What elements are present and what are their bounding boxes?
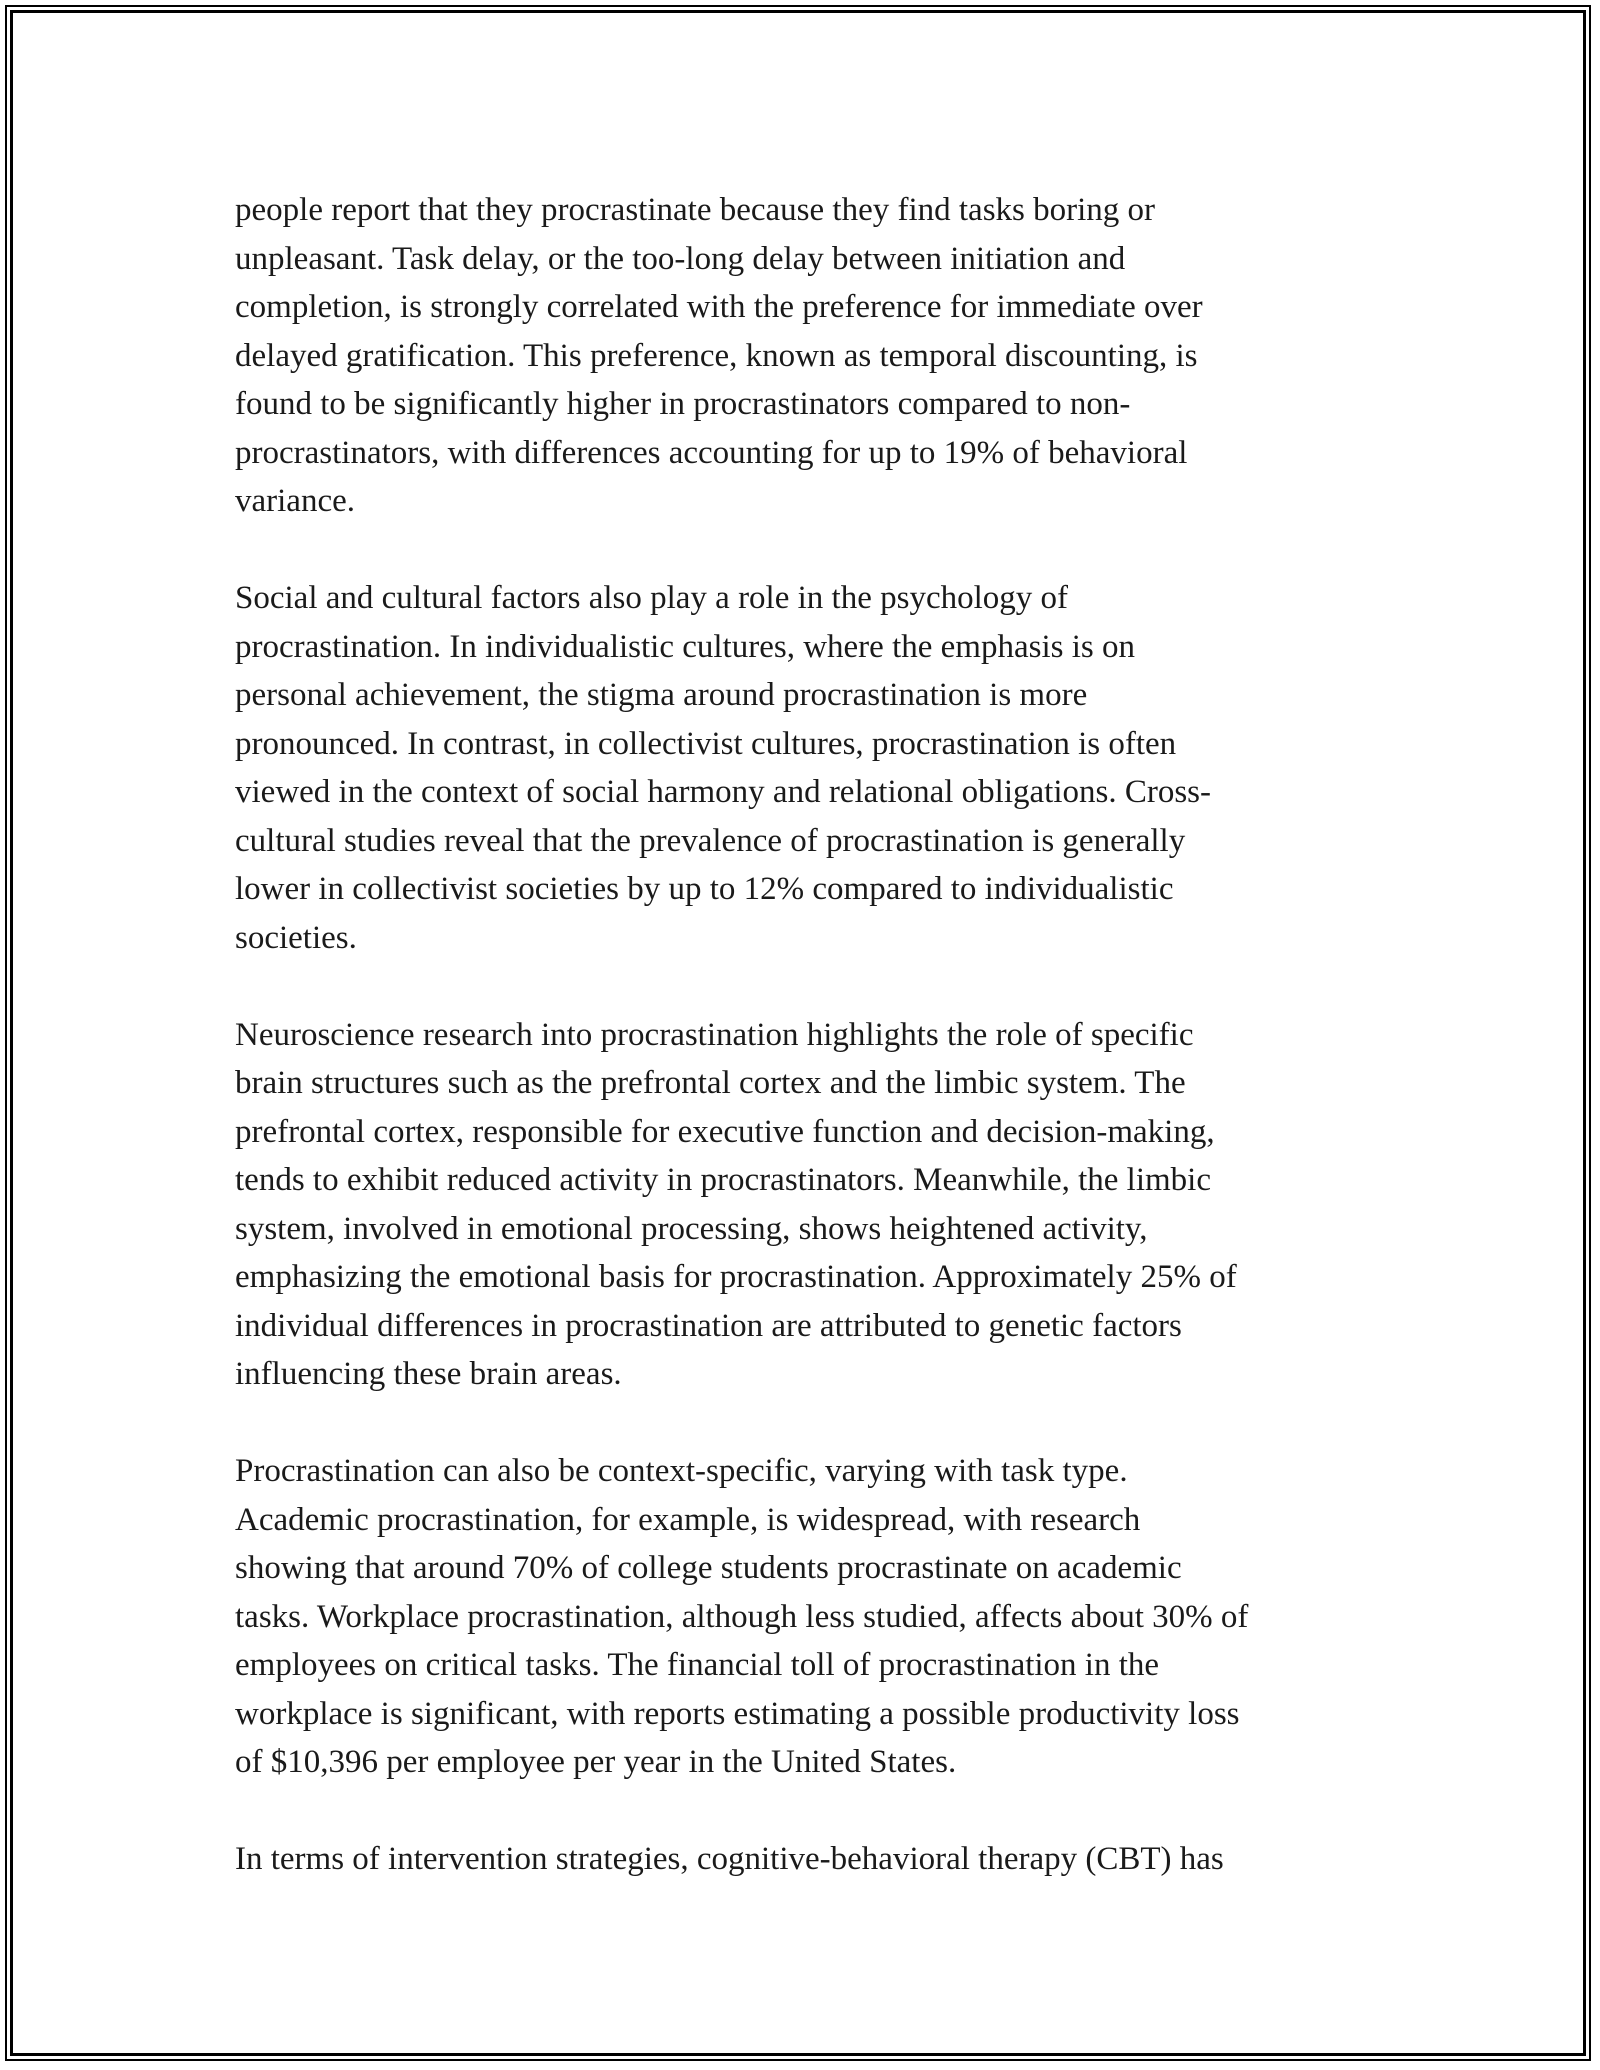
paragraph-neuroscience: Neuroscience research into procrastination highlights the role of specific brain structures such as the prefrontal cortex and the limbic system. The prefrontal cortex, responsible for executive function and decision-making, tends to exhibit reduced activity in procrastinators. Meanwhile, the limbic system, involved in emotional processing, shows heightened activity, emphasizing the emotional basis for procrastination. Approximately 25% of individual differences in procrastination are attributed to genetic factors influencing these brain areas. [235,1016,1237,1392]
paragraph-cultural-factors: Social and cultural factors also play a role in the psychology of procrastination. In individualistic cultures, where the emphasis is on personal achievement, the stigma around procrastination is more pronounced. In contrast, in collectivist cultures, procrastination is often viewed in the context of social harmony and relational obligations. Cross- cultural studies reveal that the prevalence of procrastination is generally lower in collectivist societies by up to 12% compared to individualistic societies. [235,580,1212,956]
document-body [235,186,1375,1932]
paragraph-context-specific: Procrastination can also be context-specific, varying with task type. Academic procrastination, for example, is widespread, with research showing that around 70% of college students procrastinate on academic tasks. Workplace procrastination, although less studied, affects about 30% of employees on critical tasks. The financial toll of procrastination in the workplace is significant, with reports estimating a possible productivity loss of $10,396 per employee per year in the United States. [235,1453,1249,1780]
paragraph-temporal-discounting: people report that they procrastinate because they find tasks boring or unpleasant. Task delay, or the too-long delay between initiation and completion, is strongly correlated with the preference for immediate over delayed gratification. This preference, known as temporal discounting, is found to be significantly higher in procrastinators compared to non- procrastinators, with differences accounting for up to 19% of behavioral variance. [235,192,1203,519]
paragraph-intervention: In terms of intervention strategies, cognitive-behavioral therapy (CBT) has [235,1841,1224,1877]
